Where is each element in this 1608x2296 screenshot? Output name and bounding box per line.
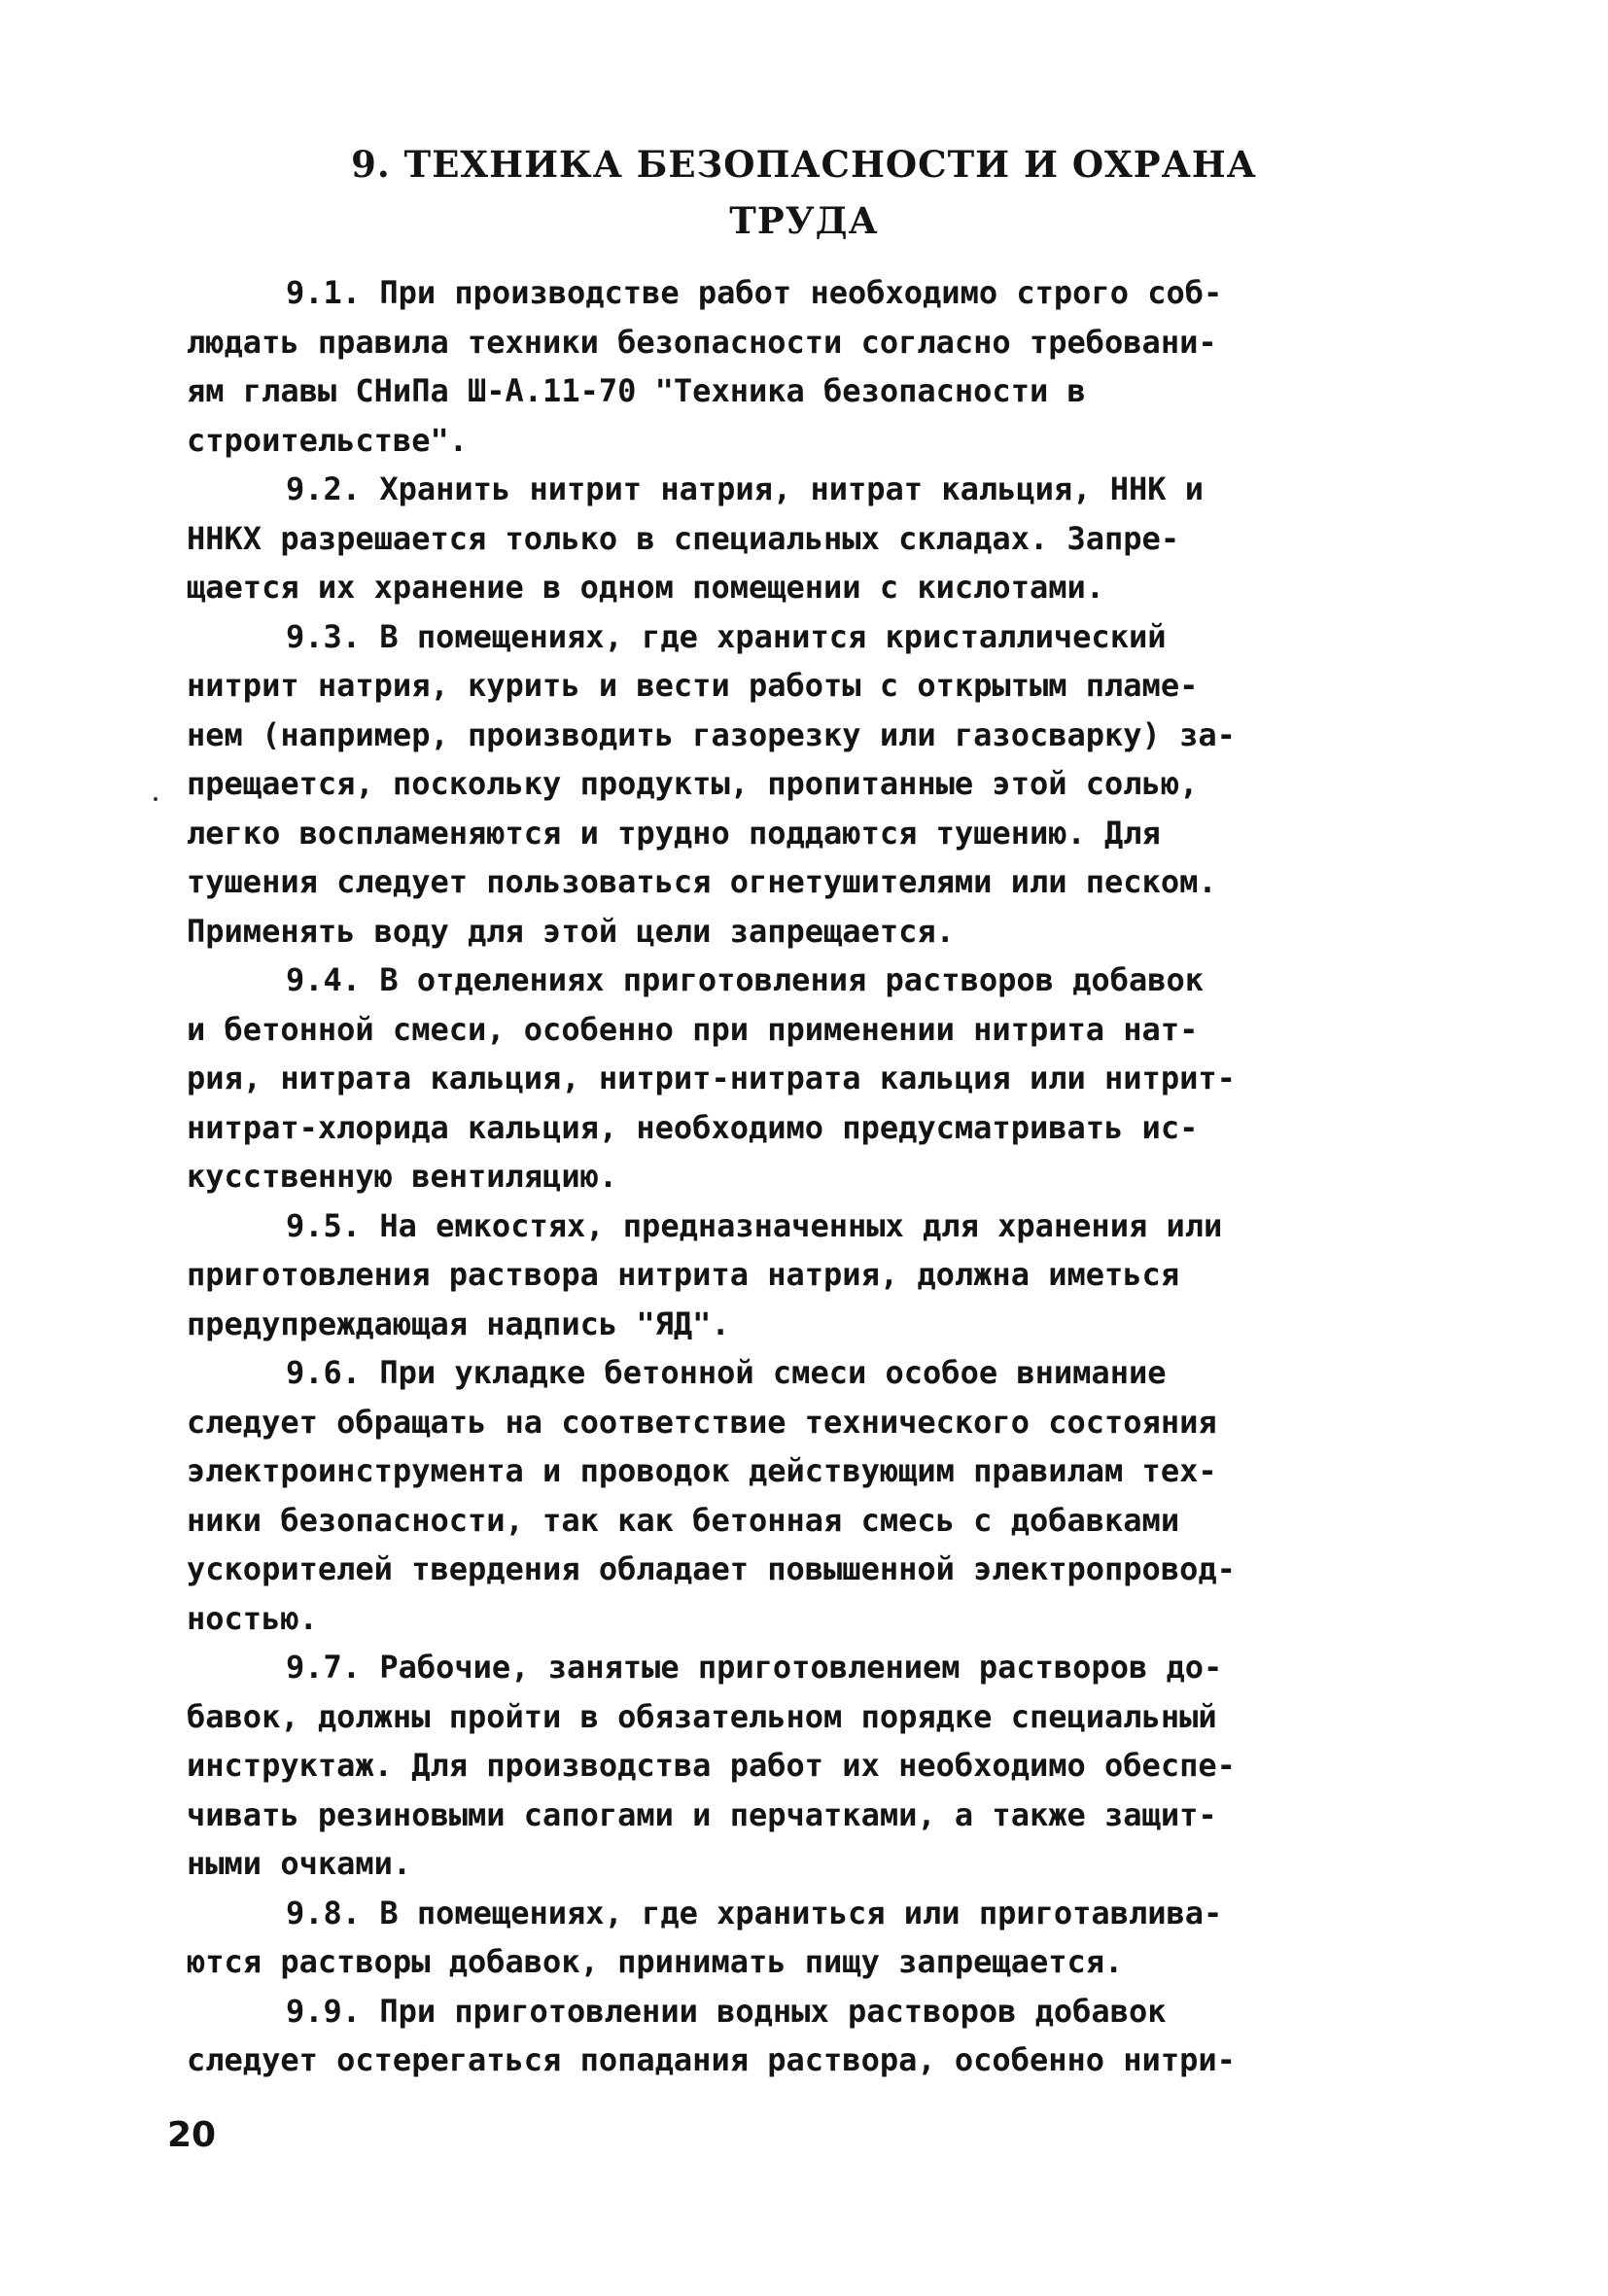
text-line: 9.8. В помещениях, где храниться или приготавлива- bbox=[286, 1894, 1223, 1931]
text-line: и бетонной смеси, особенно при применении нитрита нат- bbox=[187, 1010, 1199, 1048]
text-line: 9.6. При укладке бетонной смеси особое внимание bbox=[286, 1354, 1167, 1391]
text-line: тушения следует пользоваться огнетушителями или песком. bbox=[187, 863, 1217, 900]
text-line: нем (например, производить газорезку или газосварку) за- bbox=[187, 715, 1236, 753]
text-line: ники безопасности, так как бетонная смесь с добавками bbox=[187, 1501, 1180, 1539]
text-line: 9.3. В помещениях, где хранится кристаллический bbox=[286, 617, 1167, 655]
paragraph-9-1 bbox=[187, 268, 1431, 465]
text-line: ям главы СНиПа Ш-А.11-70 "Техника безопасности в bbox=[187, 372, 1086, 409]
text-line: ностью. bbox=[187, 1599, 318, 1637]
text-line: ными очками. bbox=[187, 1845, 412, 1882]
paragraph-9-4 bbox=[187, 956, 1431, 1201]
text-line: 9.1. При производстве работ необходимо строго соб- bbox=[286, 274, 1223, 311]
paragraph-9-3 bbox=[187, 612, 1431, 957]
paragraph-9-5 bbox=[187, 1201, 1431, 1349]
paragraph-9-2 bbox=[187, 465, 1431, 612]
text-line: 9.7. Рабочие, занятые приготовлением растворов до- bbox=[286, 1649, 1223, 1686]
text-line: электроинструмента и проводок действующим правилам тех- bbox=[187, 1452, 1217, 1489]
text-line: ускорителей твердения обладает повышенной электропровод- bbox=[187, 1550, 1236, 1587]
text-line: предупреждающая надпись "ЯД". bbox=[187, 1305, 730, 1342]
section-body bbox=[187, 268, 1431, 2085]
section-title bbox=[194, 136, 1414, 249]
text-line: 9.4. В отделениях приготовления растворов добавок bbox=[286, 961, 1205, 998]
page-number: 20 bbox=[167, 2115, 217, 2155]
text-line: 9.2. Хранить нитрит натрия, нитрат кальция, ННК и bbox=[286, 470, 1205, 507]
text-line: легко воспламеняются и трудно поддаются тушению. Для bbox=[187, 814, 1161, 852]
paragraph-9-8 bbox=[187, 1889, 1431, 1987]
paragraph-9-7 bbox=[187, 1643, 1431, 1889]
text-line: чивать резиновыми сапогами и перчатками, а также защит- bbox=[187, 1795, 1217, 1833]
text-line: щается их хранение в одном помещении с кислотами. bbox=[187, 569, 1105, 606]
text-line: людать правила техники безопасности согласно требовани- bbox=[187, 323, 1217, 361]
paragraph-9-9 bbox=[187, 1987, 1431, 2085]
text-line: приготовления раствора нитрита натрия, должна иметься bbox=[187, 1256, 1180, 1293]
text-line: рия, нитрата кальция, нитрит-нитрата кальция или нитрит- bbox=[187, 1060, 1236, 1096]
text-line: следует обращать на соответствие технического состояния bbox=[187, 1403, 1217, 1441]
text-line: ются растворы добавок, принимать пищу запрещается. bbox=[187, 1943, 1124, 1980]
text-line: нитрат-хлорида кальция, необходимо предусматривать ис- bbox=[187, 1108, 1199, 1146]
section-title-line: ТРУДА bbox=[729, 199, 879, 242]
text-line: прещается, поскольку продукты, пропитанные этой солью, bbox=[187, 765, 1199, 802]
paragraph-9-6 bbox=[187, 1348, 1431, 1643]
text-line: Применять воду для этой цели запрещается. bbox=[187, 912, 955, 950]
text-line: нитрит натрия, курить и вести работы с открытым пламе- bbox=[187, 667, 1199, 704]
text-line: бавок, должны пройти в обязательном порядке специальный bbox=[187, 1697, 1217, 1735]
text-line: следует остерегаться попадания раствора, особенно нитри- bbox=[187, 2041, 1236, 2078]
text-line: строительстве". bbox=[187, 421, 468, 459]
scan-speck bbox=[154, 797, 157, 801]
text-line: кусственную вентиляцию. bbox=[187, 1158, 618, 1195]
section-title-line: 9. ТЕХНИКА БЕЗОПАСНОСТИ И ОХРАНА bbox=[351, 143, 1257, 186]
text-line: ННКХ разрешается только в специальных складах. Запре- bbox=[187, 519, 1180, 557]
text-line: 9.9. При приготовлении водных растворов добавок bbox=[286, 1992, 1167, 2030]
text-line: 9.5. На емкостях, предназначенных для хранения или bbox=[286, 1206, 1223, 1244]
text-line: инструктаж. Для производства работ их необходимо обеспе- bbox=[187, 1747, 1236, 1784]
